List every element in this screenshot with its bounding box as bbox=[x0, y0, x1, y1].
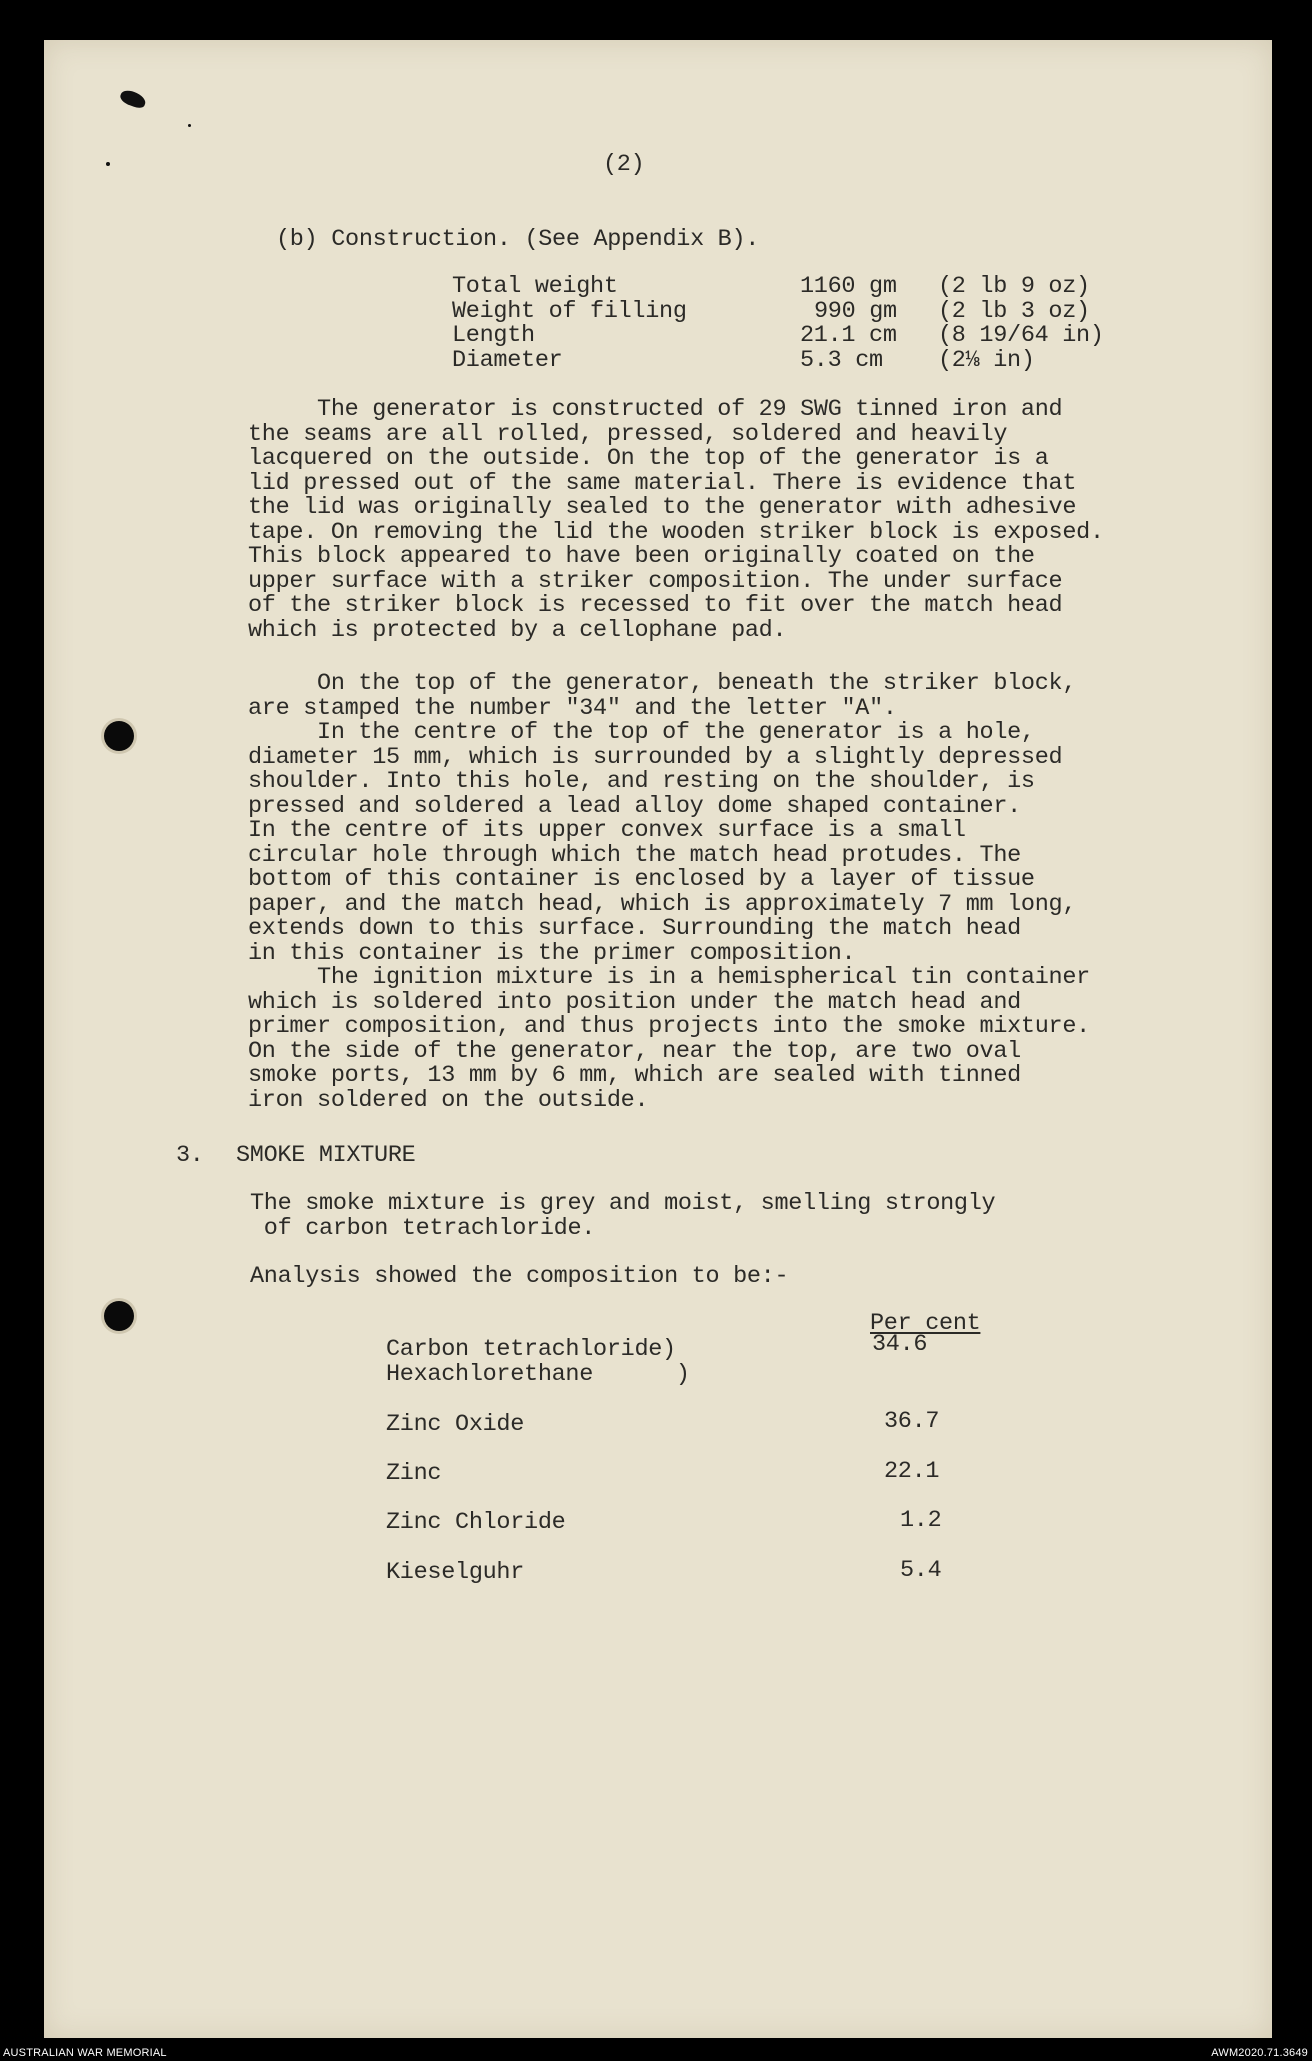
composition-name: Hexachlorethane ) bbox=[386, 1361, 690, 1388]
punch-hole-lower bbox=[104, 1301, 134, 1331]
ink-speck-mark bbox=[106, 162, 110, 166]
composition-value: 36.7 bbox=[884, 1408, 940, 1435]
text-line: iron soldered on the outside. bbox=[248, 1086, 649, 1114]
section-heading: SMOKE MIXTURE bbox=[236, 1142, 416, 1169]
text-line: are stamped the number "34" and the letter "A". bbox=[248, 694, 897, 722]
footer-record-id: AWM2020.71.3649 bbox=[1211, 2047, 1308, 2059]
spec-label: Diameter bbox=[452, 347, 563, 374]
composition-value: 5.4 bbox=[900, 1557, 942, 1584]
text-line: of carbon tetrachloride. bbox=[250, 1214, 596, 1242]
text-line: of the striker block is recessed to fit over the match head bbox=[248, 592, 1063, 619]
composition-name: Carbon tetrachloride) bbox=[386, 1336, 676, 1363]
text-line: The ignition mixture is in a hemispherical tin container bbox=[248, 964, 1090, 991]
text-line: bottom of this container is enclosed by a layer of tissue bbox=[248, 866, 1035, 893]
spec-imperial: (2 lb 3 oz) bbox=[938, 298, 1090, 325]
text-line: diameter 15 mm, which is surrounded by a slightly depressed bbox=[248, 743, 1063, 771]
text-line: paper, and the match head, which is approximately 7 mm long, bbox=[248, 890, 1077, 918]
ink-blot-mark bbox=[118, 88, 147, 110]
text-line: pressed and soldered a lead alloy dome shaped container. bbox=[248, 792, 1021, 820]
composition-header: Per cent bbox=[870, 1310, 981, 1337]
composition-name: Kieselguhr bbox=[386, 1559, 525, 1586]
page-number: (2) bbox=[603, 151, 645, 178]
text-line: the seams are all rolled, pressed, soldered and heavily bbox=[248, 420, 1008, 448]
spec-metric: 5.3 cm bbox=[800, 347, 883, 374]
text-line: On the top of the generator, beneath the striker block, bbox=[248, 670, 1077, 697]
spec-label: Weight of filling bbox=[452, 298, 687, 325]
composition-name: Zinc Oxide bbox=[386, 1411, 525, 1438]
spec-metric: 1160 gm bbox=[800, 273, 897, 300]
composition-name: Zinc Chloride bbox=[386, 1509, 566, 1536]
section-number: 3. bbox=[176, 1142, 204, 1169]
text-line: The generator is constructed of 29 SWG tinned iron and bbox=[248, 396, 1063, 423]
spec-metric: 21.1 cm bbox=[800, 322, 897, 349]
text-line: smoke ports, 13 mm by 6 mm, which are sealed with tinned bbox=[248, 1062, 1021, 1089]
section-b-heading: (b) Construction. (See Appendix B). bbox=[276, 226, 760, 253]
composition-value: 1.2 bbox=[900, 1507, 942, 1534]
text-line: lid pressed out of the same material. There is evidence that bbox=[248, 469, 1077, 497]
spec-label: Total weight bbox=[452, 273, 618, 300]
paragraph-top-of-generator bbox=[248, 672, 1238, 1113]
text-line: in this container is the primer composition. bbox=[248, 939, 856, 967]
composition-name: Zinc bbox=[386, 1460, 442, 1487]
spec-metric: 990 gm bbox=[814, 298, 897, 325]
text-line: upper surface with a striker composition. The under surface bbox=[248, 567, 1063, 595]
ink-speck-mark bbox=[188, 124, 191, 127]
text-line: On the side of the generator, near the top, are two oval bbox=[248, 1037, 1021, 1065]
text-line: extends down to this surface. Surrounding the match head bbox=[248, 915, 1021, 942]
text-line: The smoke mixture is grey and moist, smelling strongly bbox=[250, 1190, 996, 1217]
text-line: which is soldered into position under the match head and bbox=[248, 988, 1021, 1016]
spec-imperial: (2⅛ in) bbox=[938, 347, 1035, 374]
analysis-intro: Analysis showed the composition to be:- bbox=[250, 1263, 789, 1290]
text-line: tape. On removing the lid the wooden striker block is exposed. bbox=[248, 518, 1104, 546]
text-line: which is protected by a cellophane pad. bbox=[248, 616, 787, 644]
text-line: In the centre of its upper convex surface is a small bbox=[248, 817, 966, 844]
composition-value: 34.6 bbox=[872, 1331, 928, 1358]
spec-imperial: (8 19/64 in) bbox=[938, 322, 1104, 349]
text-line: circular hole through which the match head protudes. The bbox=[248, 841, 1021, 869]
composition-value: 22.1 bbox=[884, 1458, 940, 1485]
footer-archive-name: AUSTRALIAN WAR MEMORIAL bbox=[3, 2047, 167, 2059]
spec-label: Length bbox=[452, 322, 535, 349]
text-line: the lid was originally sealed to the generator with adhesive bbox=[248, 494, 1077, 521]
text-line: lacquered on the outside. On the top of the generator is a bbox=[248, 445, 1049, 472]
paragraph-construction bbox=[248, 398, 1238, 643]
text-line: In the centre of the top of the generator is a hole, bbox=[248, 719, 1035, 746]
text-line: shoulder. Into this hole, and resting on the shoulder, is bbox=[248, 768, 1035, 795]
text-line: primer composition, and thus projects into the smoke mixture. bbox=[248, 1013, 1090, 1040]
paragraph-smoke-mixture bbox=[250, 1192, 1240, 1241]
punch-hole-upper bbox=[104, 721, 134, 751]
spec-imperial: (2 lb 9 oz) bbox=[938, 273, 1090, 300]
text-line: This block appeared to have been originally coated on the bbox=[248, 543, 1035, 570]
